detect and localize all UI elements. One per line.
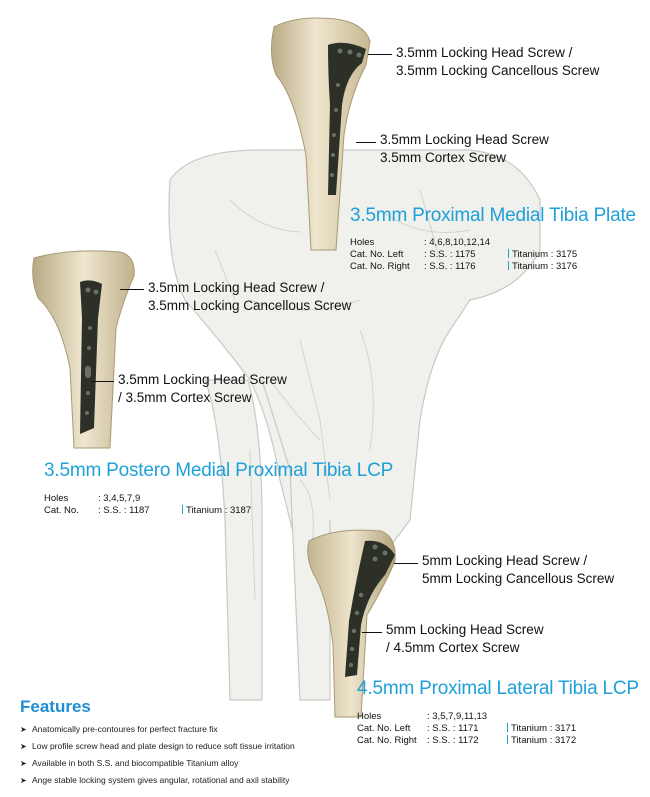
leader-line — [120, 289, 144, 290]
callout-line-1: 3.5mm Locking Head Screw / — [148, 280, 325, 295]
feature-text: Ange stable locking system gives angular, rotational and axil stability — [32, 775, 290, 785]
callout-locking-cortex — [386, 621, 544, 657]
callout-line-1: 5mm Locking Head Screw / — [422, 553, 588, 568]
arrow-icon: ➤ — [20, 759, 27, 768]
callout-line-1: 3.5mm Locking Head Screw — [380, 132, 549, 147]
callout-line-2: 5mm Locking Cancellous Screw — [422, 571, 615, 586]
titanium-value: Titanium : 3175 — [512, 249, 578, 260]
callout-line-1: 3.5mm Locking Head Screw / — [396, 45, 573, 60]
callout-line-1: 5mm Locking Head Screw — [386, 622, 544, 637]
ss-value: : S.S. : 1175 — [424, 249, 476, 260]
feature-text: Low profile screw head and plate design to reduce soft tissue irritation — [32, 741, 295, 751]
titanium-value: Titanium : 3171 — [511, 723, 577, 734]
ss-value: : S.S. : 1187 — [98, 505, 150, 516]
plate-title: 3.5mm Postero Medial Proximal Tibia LCP — [44, 460, 394, 481]
spec-table — [357, 711, 576, 747]
leader-line — [394, 563, 418, 564]
holes-label: Holes — [357, 711, 382, 722]
leader-line — [362, 632, 382, 633]
ss-value: : S.S. : 1176 — [424, 261, 476, 272]
leader-line — [356, 142, 376, 143]
leader-line — [368, 54, 392, 55]
arrow-icon: ➤ — [20, 725, 27, 734]
callout-locking-cancellous — [422, 552, 614, 588]
feature-item — [20, 724, 218, 734]
leader-line — [92, 381, 114, 382]
callout-locking-cancellous — [148, 279, 351, 315]
callout-line-2: / 4.5mm Cortex Screw — [386, 640, 520, 655]
callout-line-2: 3.5mm Locking Cancellous Screw — [148, 298, 352, 313]
titanium-value: Titanium : 3187 — [186, 505, 252, 516]
feature-item — [20, 741, 295, 751]
callout-line-1: 3.5mm Locking Head Screw — [118, 372, 287, 387]
ss-value: : S.S. : 1172 — [427, 735, 479, 746]
holes-label: Holes — [44, 493, 69, 504]
callout-line-2: 3.5mm Locking Cancellous Screw — [396, 63, 600, 78]
cat-left-label: Cat. No. Left — [350, 249, 404, 260]
plate-title: 3.5mm Proximal Medial Tibia Plate — [350, 205, 636, 226]
callout-line-2: 3.5mm Cortex Screw — [380, 150, 507, 165]
feature-item — [20, 775, 290, 785]
cat-label: Cat. No. — [44, 505, 79, 516]
callout-line-2: / 3.5mm Cortex Screw — [118, 390, 252, 405]
cat-left-label: Cat. No. Left — [357, 723, 411, 734]
cat-right-label: Cat. No. Right — [357, 735, 417, 746]
callout-locking-cortex — [118, 371, 287, 407]
titanium-value: Titanium : 3172 — [511, 735, 577, 746]
callout-locking-cortex — [380, 131, 549, 167]
feature-item — [20, 758, 238, 768]
holes-value: : 3,4,5,7,9 — [98, 493, 141, 504]
feature-text: Anatomically pre-contoures for perfect fracture fix — [32, 724, 218, 734]
holes-value: : 4,6,8,10,12,14 — [424, 237, 491, 248]
cat-right-label: Cat. No. Right — [350, 261, 410, 272]
arrow-icon: ➤ — [20, 776, 27, 785]
holes-value: : 3,5,7,9,11,13 — [427, 711, 488, 722]
titanium-value: Titanium : 3176 — [512, 261, 578, 272]
plate-title: 4.5mm Proximal Lateral Tibia LCP — [357, 678, 639, 699]
callout-locking-cancellous — [396, 44, 599, 80]
arrow-icon: ➤ — [20, 742, 27, 751]
features-heading: Features — [20, 697, 91, 716]
postero-medial-tibia-plate-image — [30, 248, 140, 453]
feature-text: Available in both S.S. and biocompatible Titanium alloy — [32, 758, 239, 768]
spec-table — [350, 237, 577, 273]
ss-value: : S.S. : 1171 — [427, 723, 479, 734]
holes-label: Holes — [350, 237, 375, 248]
spec-table — [44, 493, 251, 517]
